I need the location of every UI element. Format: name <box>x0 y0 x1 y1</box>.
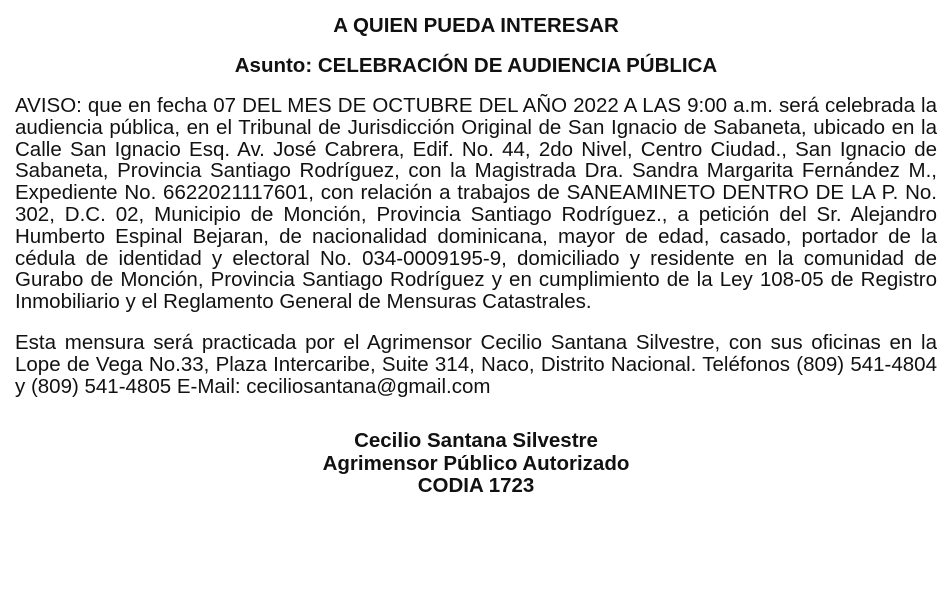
notice-title: A QUIEN PUEDA INTERESAR <box>333 14 619 37</box>
notice-paragraph-surveyor: Esta mensura será practicada por el Agrimensor Cecilio Santana Silvestre, con sus oficinas en la Lope de Vega No.33, Plaza Intercaribe, Suite 314, Naco, Distrito Nacional. Teléfonos (809) 541-4804 y (809) 541-4805 E-Mail: ceciliosantana@gmail.com <box>15 330 937 398</box>
signature-block <box>15 430 937 498</box>
notice-subject: Asunto: CELEBRACIÓN DE AUDIENCIA PÚBLICA <box>234 54 718 77</box>
signature-name: Cecilio Santana Silvestre <box>354 429 598 453</box>
notice-paragraph-main: AVISO: que en fecha 07 DEL MES DE OCTUBRE DEL AÑO 2022 A LAS 9:00 a.m. será celebrada la audiencia pública, en el Tribunal de Jurisdicción Original de San Ignacio de Sabaneta, ubicado en la Calle San Ignacio Esq. Av. José Cabrera, Edif. No. 44, 2do Nivel, Centro Ciudad., San Ignacio de Sabaneta, Provincia Santiago Rodríguez, con la Magistrada Dra. Sandra Margarita Fernández M., Expediente No. 6622021117601, con relación a trabajos de SANEAMINETO DENTRO DE LA P. No. 302, D.C. 02, Municipio de Monción, Provincia Santiago Rodríguez., a petición del Sr. Alejandro Humberto Espinal Bejaran, de nacionalidad dominicana, mayor de edad, casado, portador de la cédula de identidad y electoral No. 034-0009195-9, domiciliado y residente en la comunidad de Gurabo de Monción, Provincia Santiago Rodríguez y en cumplimiento de la Ley 108-05 de Registro Inmobiliario y el Reglamento General de Mensuras Catastrales. <box>15 94 937 314</box>
legal-notice <box>15 14 937 498</box>
signature-registry: CODIA 1723 <box>417 474 535 498</box>
signature-role: Agrimensor Público Autorizado <box>322 451 630 475</box>
